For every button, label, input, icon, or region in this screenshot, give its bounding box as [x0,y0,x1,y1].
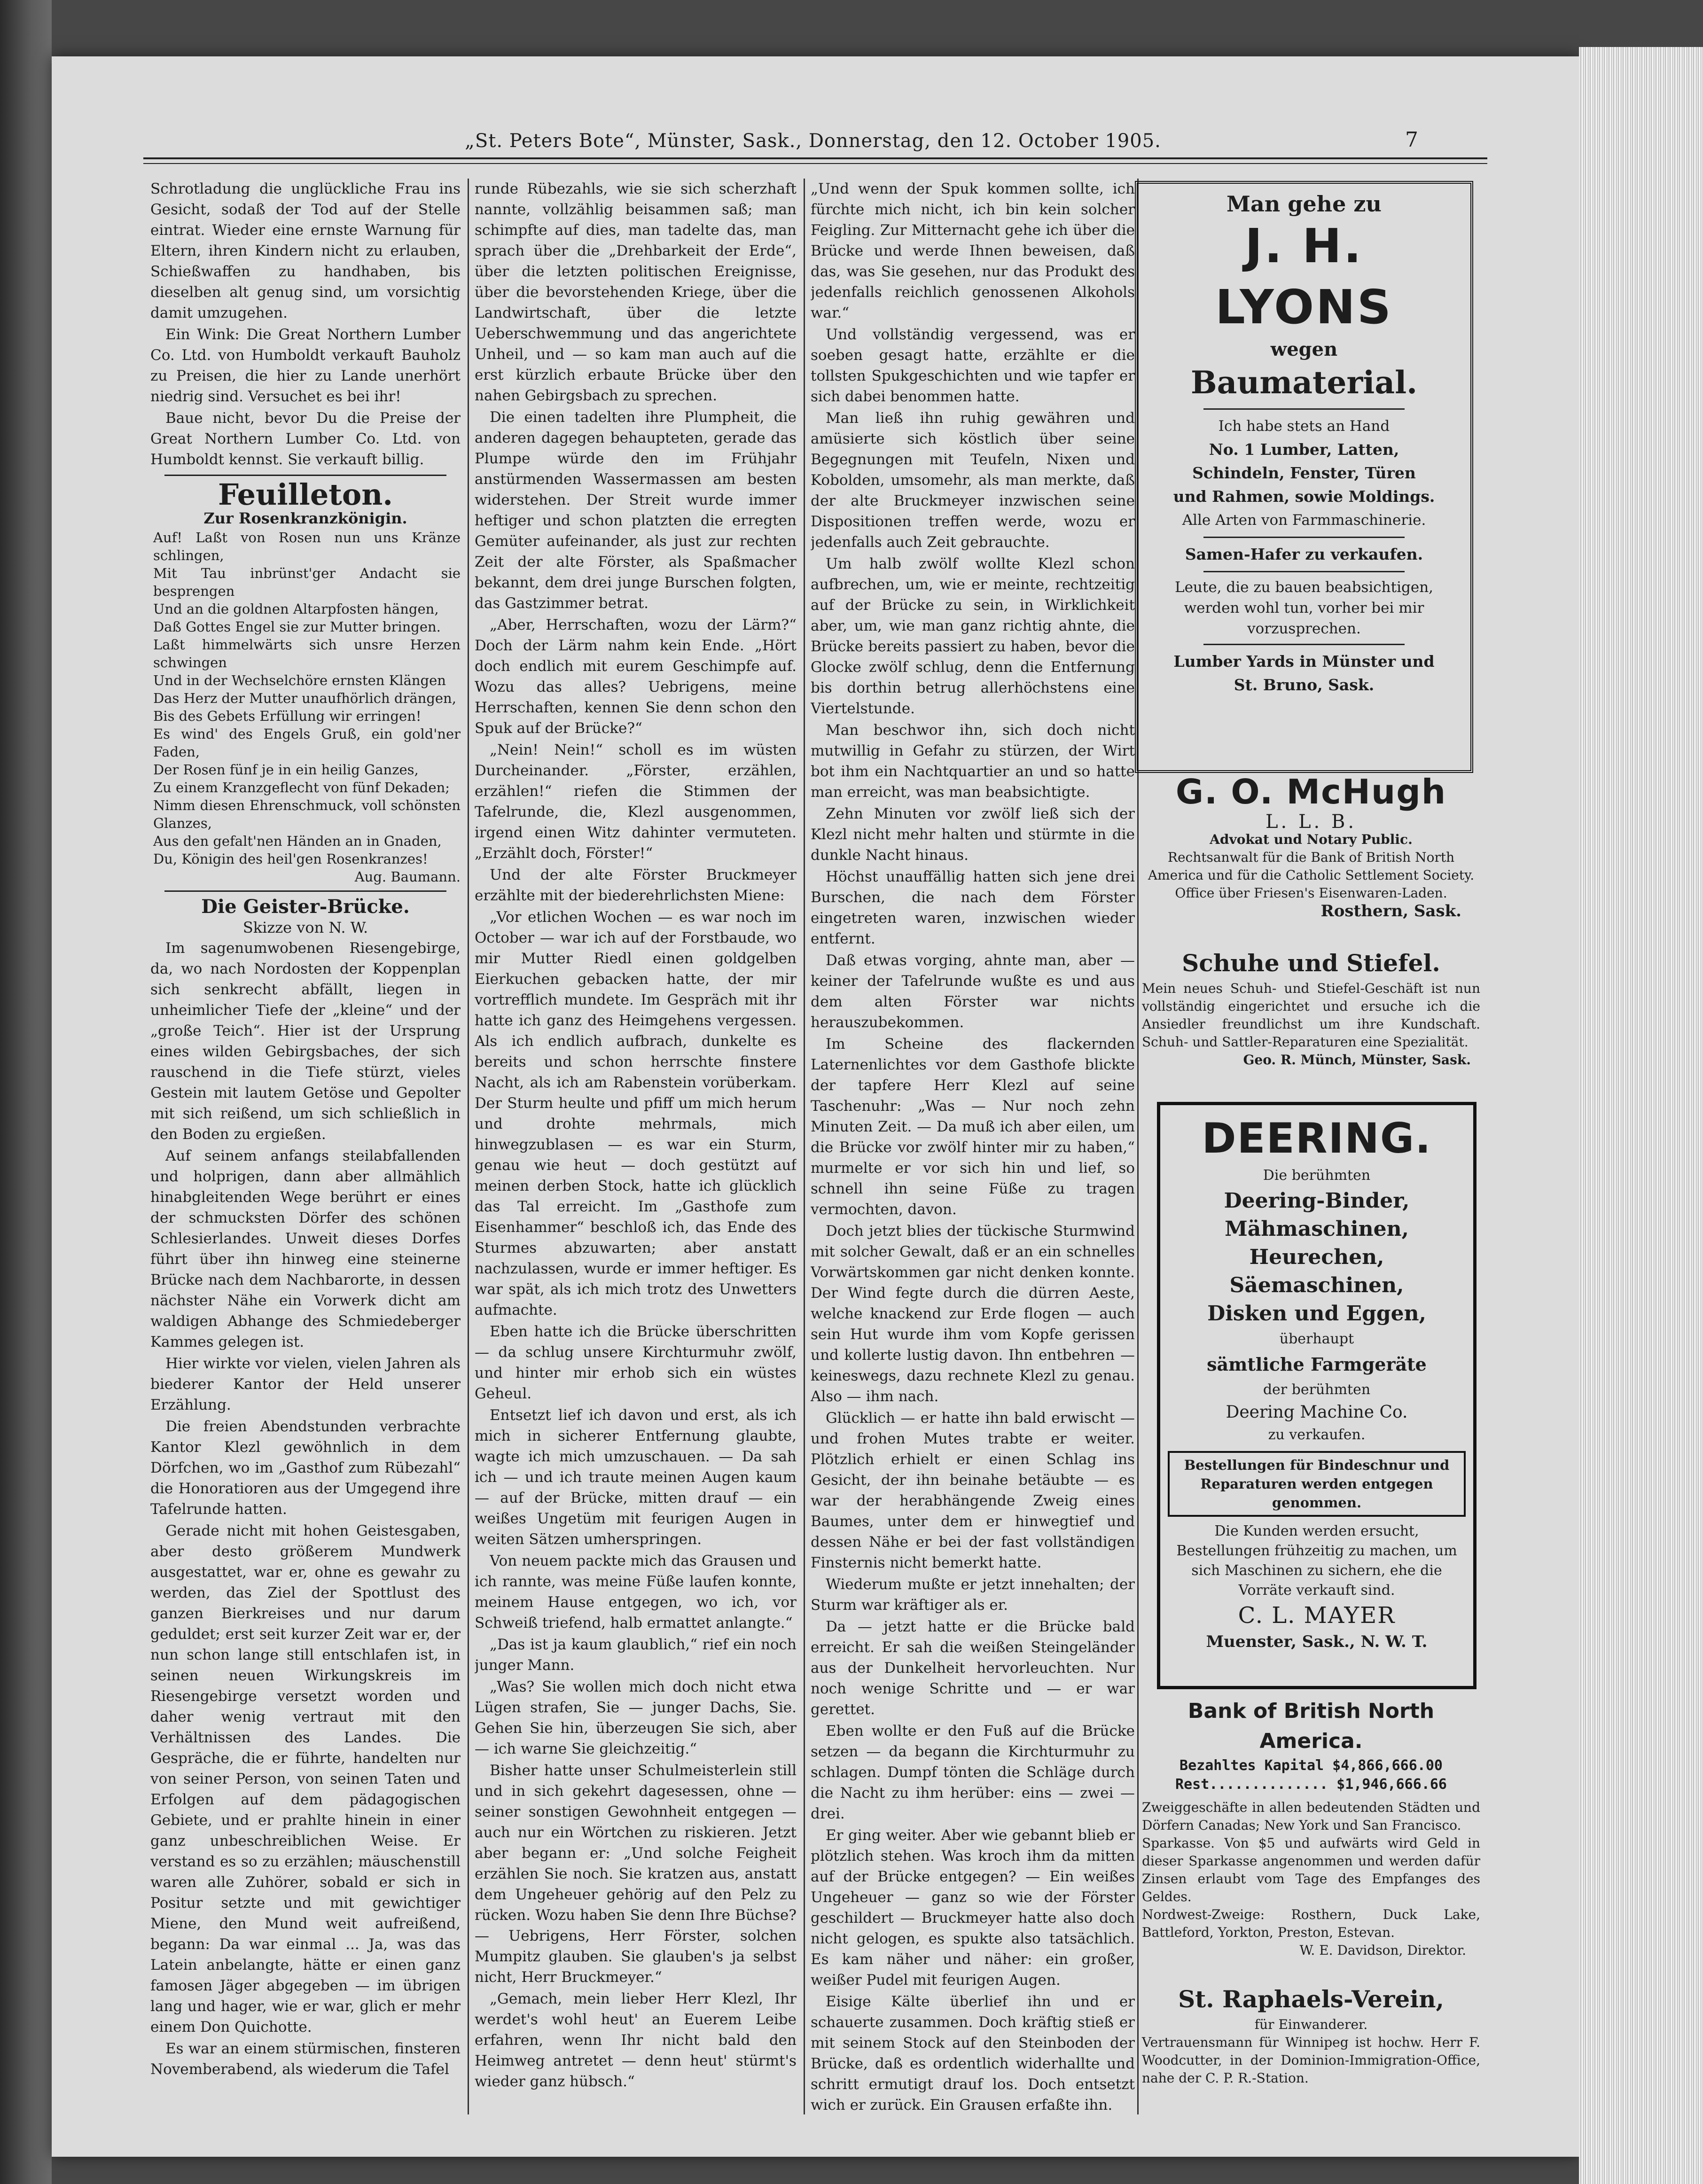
paragraph: Zehn Minuten vor zwölf ließ sich der Klezl nicht mehr halten und stürmte in die dunkle Nacht hinaus. [811,805,1135,864]
advert-deering [1157,1102,1476,1689]
ad-line: Deering Machine Co. [1226,1403,1408,1422]
paragraph: „Vor etlichen Wochen — es war noch im October — war ich auf der Forstbaude, wo mir Mutter Riedl einen goldgelben Eierkuchen gebacken hatte, der mir vortrefflich mundete. Im Gespräch mit ihr hatte ich ganz des Heimgehens vergessen. Als ich endlich aufbrach, dunkelte es bereits und schon herrschte finstere Nacht, als ich am Rabenstein vorüberkam. Der Sturm heulte und pfiff um mich herum und drohte mehrmals, mich hinwegzublasen — es war ein Sturm, genau wie heut — doch gestützt auf meinen derben Stock, hatte ich glücklich das Tal erreicht. Im „Gasthofe zum Eisenhammer“ beschloß ich, das Ende des Sturmes abzuwarten; aber anstatt nachzulassen, wurde er immer heftiger. Es war spät, als ich mich trotz des Unwetters aufmachte. [475,909,797,1318]
ad-brand: Bank of British North America. [1187,1699,1435,1753]
paragraph: Die freien Abendstunden verbrachte Kantor Klezl gewöhnlich in dem Dörfchen, wo im „Gasthof zum Rübezahl“ die Honoratioren aus der Umgegend ihre Tafelrunde hatten. [150,1418,461,1518]
ad-line: W. E. Davidson, Direktor. [1299,1942,1466,1958]
ad-heading: St. Raphaels-Verein, [1178,1985,1444,2013]
paragraph: Höchst unauffällig hatten sich jene drei Burschen, die nach dem Förster eingetreten waren, inzwischen wieder entfernt. [811,868,1135,947]
ad-brand: G. O. McHugh [1175,772,1447,811]
story-subtitle: Skizze von N. W. [242,919,368,936]
poem-line: Auf! Laßt von Rosen nun uns Kränze schlingen, [153,530,461,563]
page-header: „St. Peters Bote“, Münster, Sask., Donnerstag, den 12. October 1905. [465,130,1161,152]
paragraph: Man ließ ihn ruhig gewähren und amüsierte sich köstlich über seine Begegnungen mit Teufeln, Nixen und Kobolden, umsomehr, als man merkte, daß der alte Bruckmeyer inzwischen seine Dispositionen treffen werde, wozu er jedenfalls auch Zeit gebrauchte. [811,410,1135,551]
paragraph: Doch jetzt blies der tückische Sturmwind mit solcher Gewalt, daß er an ein schnelles Vorwärtskommen gar nicht denken konnte. Der Wind fegte durch die dürren Aeste, welche knackend zur Erde flogen — auch sein Hut wurde ihm vom Kopfe gerissen und kollerte lustig davon. Ihn entbehren — keineswegs, dazu rechnete Klezl zu genau. Also — ihm nach. [811,1223,1135,1405]
ad-line: für Einwanderer. [1254,2017,1368,2032]
ad-line: wegen [1270,338,1338,360]
advert-schuhe [1142,947,1480,1069]
paragraph: Ein Wink: Die Great Northern Lumber Co. Ltd. von Humboldt verkauft Bauholz zu Preisen, die hier zu Lande unerhört niedrig sind. Versuchet es bei ihr! [150,326,461,405]
paragraph: Es war an einem stürmischen, finsteren Novemberabend, als wiederum die Tafel [150,2040,461,2078]
paragraph: Hier wirkte vor vielen, vielen Jahren als biederer Kantor der Held unserer Erzählung. [150,1355,461,1413]
ad-line: Alle Arten von Farmmaschinerie. [1182,512,1426,529]
paragraph: Da — jetzt hatte er die Brücke bald erreicht. Er sah die weißen Steingeländer aus der Dunkelheit hervorleuchten. Nur noch wenige Schritte und — er war gerettet. [811,1618,1135,1718]
divider [1203,408,1405,410]
ad-line: No. 1 Lumber, Latten, [1209,440,1399,459]
book-spine [0,0,52,2184]
divider [1203,537,1405,538]
ad-line: Heurechen, Säemaschinen, [1229,1245,1404,1297]
paragraph: Und vollständig vergessend, was er soeben gesagt hatte, erzählte er die tollsten Spukgeschichten und wie tapfer er sich dabei benommen hatte. [811,326,1135,405]
page-edges [1579,47,1703,2184]
column-1 [150,179,461,2114]
poem-line: Zu einem Kranzgeflecht von fünf Dekaden; [153,780,450,796]
advert-raphael [1142,1983,1480,2087]
ad-line: Rosthern, Sask. [1320,902,1461,920]
ad-line: Vertrauensmann für Winnipeg ist hochw. Herr F. Woodcutter, in der Dominion-Immigration-Office, nahe der C. P. R.-Station. [1142,2035,1480,2086]
divider [164,890,446,892]
ad-line: Schindeln, Fenster, Türen [1192,464,1416,482]
ad-line: Die Kunden werden ersucht, Bestellungen frühzeitig zu machen, um sich Maschinen zu sichern, ehe die Vorräte verkauft sind. [1176,1523,1457,1599]
ad-brand: J. H. LYONS [1215,218,1393,335]
ad-line: Geo. R. Münch, Münster, Sask. [1243,1052,1471,1068]
poem-line: Und in der Wechselchöre ernsten Klängen [153,672,446,688]
ad-line: der berühmten [1263,1381,1371,1398]
ad-notice-box: Bestellungen für Bindeschnur und Reparaturen werden entgegen genommen. [1168,1451,1466,1517]
poem-line: Nimm diesen Ehrenschmuck, voll schönsten Glanzes, [153,797,461,831]
paragraph: Glücklich — er hatte ihn bald erwischt — und frohen Mutes trabte er weiter. Plötzlich erhielt er einen Schlag ins Gesicht, der ihn beinahe betäubte — es war der herabhängende Zweig eines Baumes, unter dem er hinwegtief und dessen Nähe er bei der fast vollständigen Finsternis nicht bemerkt hatte. [811,1410,1135,1571]
ad-line: Advokat und Notary Public. [1210,832,1413,847]
paragraph: Eisige Kälte überlief ihn und er schauerte zusammen. Doch kräftig stieß er mit seinem Stock auf den Steinboden der Brücke, daß es ordentlich widerhallte und schritt ermutigt drauf los. Doch entsetzt wich er zurück. Ein Grausen erfaßte ihn. [811,1993,1135,2114]
paragraph: Man beschwor ihn, sich doch nicht mutwillig in Gefahr zu stürzen, der Wirt bot ihm ein Nachtquartier an und so hatte man erreicht, was man beabsichtigte. [811,722,1135,801]
ad-heading: Baumaterial. [1190,364,1418,401]
advert-bank [1142,1696,1480,1959]
poem-line: Aus den gefalt'nen Händen an in Gnaden, [153,833,442,849]
column-3 [811,179,1135,2114]
poem-line: Es wind' des Engels Gruß, ein gold'ner Faden, [153,726,461,760]
ad-line: Mein neues Schuh- und Stiefel-Geschäft ist nun vollständig eingerichtet und ersuche ich die Ansiedler freundlichst um ihre Kundschaft. Schuh- und Sattler-Reparaturen eine Spezialität. [1142,981,1480,1050]
ad-line: Deering-Binder, Mähmaschinen, [1224,1189,1410,1241]
poem-line: Der Rosen fünf je in ein heilig Ganzes, [153,762,419,778]
paragraph: Gerade nicht mit hohen Geistesgaben, aber desto größerem Mundwerk ausgestattet, war er, ohne es gewahr zu werden, das Ziel der Spottlust des ganzen Bierkreises und nur darum geduldet; erst seit kurzer Zeit war er, der nun schon lange still entschlafen ist, in seinen neuen Wirkungskreis im Riesengebirge versetzt worden und daher wenig vertraut mit den Verhältnissen des Landes. Die Gespräche, die er führte, handelten nur von seiner Person, von seinen Taten und Erfolgen auf dem pädagogischen Gebiete, und er prahlte hinein in einer ganz unbeschreiblichen Weise. Er verstand es so zu erzählen; mäuschenstill waren alle Zuhörer, sobald er sich in Positur setzte und mit gewichtiger Miene, den Mund weit aufreißend, begann: Da war einmal ... Ja, was das Latein anbelangte, hätte er einen ganz famosen Jäger abgegeben — im übrigen lang und hager, wie er war, glich er mehr einem Don Quichotte. [150,1522,461,2036]
advert-mchugh [1142,771,1480,920]
ad-line: Samen-Hafer zu verkaufen. [1185,545,1423,563]
ad-line: Office über Friesen's Eisenwaren-Laden. [1175,885,1447,901]
poem-line: Du, Königin des heil'gen Rosenkranzes! [153,851,428,867]
divider [1203,644,1405,645]
ad-capital: Bezahltes Kapital $4,866,666.00 [1180,1757,1443,1774]
header-rule [143,157,1487,164]
story-title: Die Geister-Brücke. [201,896,410,918]
paragraph: Er ging weiter. Aber wie gebannt blieb er plötzlich stehen. Was kroch ihm da mitten auf der Brücke entgegen? — Ein weißes Ungeheuer — ganz so wie der Förster geschildert — Bruckmeyer hatte also doch nicht gelogen, es spukte also tatsächlich. Es kam näher und näher: ein großer, weißer Pudel mit feurigen Augen. [811,1827,1135,1989]
paragraph: Entsetzt lief ich davon und erst, als ich mich in sicherer Entfernung glaubte, wagte ich mich umzuschauen. — Da sah ich — und ich traute meinen Augen kaum — auf der Brücke, mitten drauf — ein weißes Ungetüm mit feurigen Augen in weiten Sätzen umherspringen. [475,1407,797,1548]
ad-line: L. L. B. [1265,811,1357,833]
paragraph: Und der alte Förster Bruckmeyer erzählte mit der biederehrlichsten Miene: [475,866,797,904]
paragraph: runde Rübezahls, wie sie sich scherzhaft nannte, vollzählig beisammen saß; man schimpfte auf dies, man tadelte das, man sprach über die „Drehbarkeit der Erde“, über die letzten politischen Ereignisse, über die bevorstehenden Kriege, über die Landwirtschaft, über die letzte Ueberschwemmung und das angerichtete Unheil, und — so kam man auch auf die erst kürzlich erbaute Brücke über den nahen Gebirgsbach zu sprechen. [475,180,797,404]
ad-brand: DEERING. [1202,1114,1432,1162]
paragraph: Von neuem packte mich das Grausen und ich rannte, was meine Füße laufen konnte, meinem Hause entgegen, wo ich, vor Schweiß triefend, halb ermattet anlangte.“ [475,1552,797,1631]
ad-line: Disken und Eggen, [1207,1302,1426,1326]
column-divider [804,179,805,2114]
paragraph: Eben hatte ich die Brücke überschritten — da schlug unsere Kirchturmuhr zwölf, und hinter mir erhob sich ein wüstes Geheul. [475,1323,797,1402]
ad-line: und Rahmen, sowie Moldings. [1173,487,1435,506]
ad-heading: Schuhe und Stiefel. [1182,949,1440,977]
ad-line: Man gehe zu [1226,191,1382,217]
paragraph: Daß etwas vorging, ahnte man, aber — keiner der Tafelrunde wußte es und aus dem alten Förster war nichts herauszubekommen. [811,952,1135,1031]
paragraph: „Gemach, mein lieber Herr Klezl, Ihr werdet's wohl heut' an Euerem Leibe erfahren, wenn Ihr nicht bald den Heimweg antretet — denn heut' stürmt's wieder ganz hübsch.“ [475,1990,797,2090]
ad-signature: C. L. MAYER [1238,1602,1396,1629]
paragraph: Im sagenumwobenen Riesengebirge, da, wo nach Nordosten der Koppenplan sich senkrecht abfällt, liegen in unheimlicher Tiefe der „kleine“ und der „große Teich“. Hier ist der Ursprung eines wilden Gebirgsbaches, der sich rauschend in die Tiefe stürzt, vieles Gestein mit lautem Getöse und Gepolter mit sich reißend, um sich schließlich in den Boden zu ergießen. [150,940,461,1143]
divider [1203,571,1405,572]
paragraph: Eben wollte er den Fuß auf die Brücke setzen — da begann die Kirchturmuhr zu schlagen. Dumpf tönten die Schläge durch die Nacht zu ihm herüber: eins — zwei — drei. [811,1723,1135,1822]
paragraph: Baue nicht, bevor Du die Preise der Great Northern Lumber Co. Ltd. von Humboldt kennst. Sie verkauft billig. [150,410,461,468]
paragraph: Bisher hatte unser Schulmeisterlein still und in sich gekehrt dagesessen, ohne — seiner sonstigen Gewohnheit entgegen — auch nur ein Wörtchen zu riskieren. Jetzt aber begann er: „Und solche Feigheit erzählen Sie noch. Sie kratzen aus, anstatt dem Ungeheuer gehörig auf den Pelz zu rücken. Wozu haben Sie denn Ihre Büchse? — Uebrigens, Herr Förster, solchen Mumpitz glauben. Sie glauben's ja selbst nicht, Herr Bruckmeyer.“ [475,1762,797,1986]
paragraph: Auf seinem anfangs steilabfallenden und holprigen, dann aber allmählich hinabgleitenden Wege berührt er eines der schmucksten Dörfer des schönen Schlesierlandes. Unweit dieses Dorfes führt über ihn hinweg eine steinerne Brücke nach dem Nachbarorte, in dessen nächster Nähe ein Vorwerk dicht am waldigen Abhange des Schmiedeberger Kammes gelegen ist. [150,1147,461,1350]
ad-capital: Rest.............. $1,946,666.66 [1175,1776,1447,1793]
ad-line: Rechtsanwalt für die Bank of British North America und für die Catholic Settlement Society. [1148,850,1475,883]
ad-line: zu verkaufen. [1268,1427,1366,1443]
ad-line: Lumber Yards in Münster und [1173,652,1435,671]
ad-line: Sparkasse. Von $5 und aufwärts wird Geld in dieser Sparkasse angenommen und werden dafür Zinsen erlaubt vom Tage des Empfanges des Geldes. [1142,1835,1480,1904]
paragraph: Wiederum mußte er jetzt innehalten; der Sturm war kräftiger als er. [811,1576,1135,1614]
ad-line: Muenster, Sask., N. W. T. [1206,1632,1428,1651]
ad-line: Zweiggeschäfte in allen bedeutenden Städten und Dörfern Canadas; New York und San Francisco. [1142,1800,1480,1833]
poem-line: Bis des Gebets Erfüllung wir erringen! [153,708,422,724]
paragraph: Die einen tadelten ihre Plumpheit, die anderen dagegen behaupteten, gerade das Plumpe würde den im Frühjahr anstürmenden Wassermassen am besten widerstehen. Der Streit wurde immer heftiger und schon platzten die erregten Gemüter aufeinander, als just zur rechten Zeit der alte Förster, als Spaßmacher bekannt, dem drei junge Burschen folgten, das Gastzimmer betrat. [475,409,797,612]
column-2 [475,179,797,2114]
divider [164,475,446,476]
column-divider [468,179,469,2114]
poem-line: Das Herz der Mutter unaufhörlich drängen, [153,690,456,706]
poem [150,529,461,886]
paragraph: Im Scheine des flackernden Laternenlichtes vor dem Gasthofe blickte der tapfere Herr Klezl auf seine Taschenuhr: „Was — Nur noch zehn Minuten Zeit. — Da muß ich aber eilen, um die Brücke vor zwölf hinter mir zu haben,“ murmelte er vor sich hin und lief, so schnell ihn seine Füße zu tragen vermochten, davon. [811,1036,1135,1218]
paragraph: „Und wenn der Spuk kommen sollte, ich fürchte mich nicht, ich bin kein solcher Feigling. Zur Mitternacht gehe ich über die Brücke und werde Ihnen beweisen, daß das, was Sie gesehen, nur das Produkt des jedenfalls reichlich genossenen Alkohols war.“ [811,180,1135,321]
poem-line: Und an die goldnen Altarpfosten hängen, [153,601,439,617]
page-number: 7 [1405,128,1418,152]
ad-line: Die berühmten [1263,1167,1371,1184]
ad-line: Nordwest-Zweige: Rosthern, Duck Lake, Battleford, Yorkton, Preston, Estevan. [1142,1907,1480,1940]
poem-author: Aug. Baumann. [354,869,461,885]
ad-line: sämtliche Farmgeräte [1207,1354,1427,1375]
ad-line: Ich habe stets an Hand [1218,418,1390,435]
poem-line: Mit Tau inbrünst'ger Andacht sie besprengen [153,565,461,599]
poem-line: Laßt himmelwärts sich unsre Herzen schwingen [153,637,461,671]
ad-line: St. Bruno, Sask. [1234,676,1375,694]
ad-line: überhaupt [1279,1331,1354,1347]
paragraph: „Aber, Herrschaften, wozu der Lärm?“ Doch der Lärm nahm kein Ende. „Hört doch endlich mit eurem Geschimpfe auf. Wozu das alles? Uebrigens, meine Herrschaften, kennen Sie denn schon den Spuk auf der Brücke?“ [475,616,797,737]
paragraph: „Nein! Nein!“ scholl es im wüsten Durcheinander. „Förster, erzählen, erzählen!“ riefen die Stimmen der Tafelrunde, die, Klezl ausgenommen, irgend einen Witz dahinter vermuteten. „Erzählt doch, Förster!“ [475,741,797,862]
paragraph: „Das ist ja kaum glaublich,“ rief ein noch junger Mann. [475,1636,797,1674]
paragraph: Schrotladung die unglückliche Frau ins Gesicht, sodaß der Tod auf der Stelle eintrat. Wieder eine ernste Warnung für Eltern, ihren Kindern nicht zu erlauben, Schießwaffen zu handhaben, bis dieselben alt genug sind, um vorsichtig damit umzugehen. [150,180,461,321]
paragraph: „Was? Sie wollen mich doch nicht etwa Lügen strafen, Sie — junger Dachs, Sie. Gehen Sie hin, überzeugen Sie sich, aber — ich warne Sie gleichzeitig.“ [475,1678,797,1757]
poem-title: Zur Rosenkranzkönigin. [203,509,407,527]
paragraph: Um halb zwölf wollte Klezl schon aufbrechen, um, wie er meinte, rechtzeitig auf der Brücke zu sein, in Wirklichkeit aber, um, wie man ganz richtig ahnte, die Brücke bereits passiert zu haben, bevor die Glocke zwölf schlug, denn die Entfernung bis dorthin betrug allerhöchstens eine Viertelstunde. [811,555,1135,717]
feuilleton-heading: Feuilleton. [218,477,393,512]
advert-lyons [1135,181,1473,773]
poem-line: Daß Gottes Engel sie zur Mutter bringen. [153,619,441,635]
ad-line: Leute, die zu bauen beabsichtigen, werden wohl tun, vorher bei mir vorzusprechen. [1174,579,1434,637]
